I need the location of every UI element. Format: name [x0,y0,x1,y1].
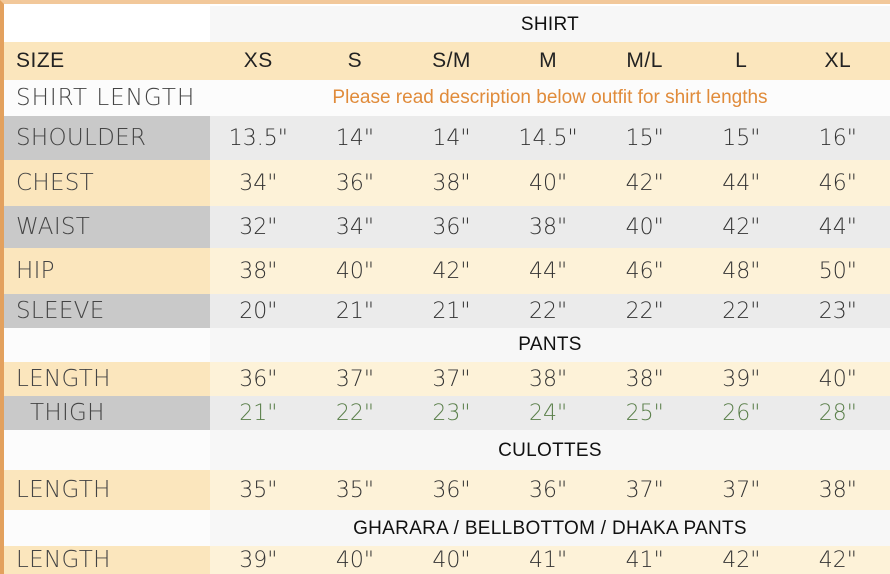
value-cell: 15" [722,125,761,151]
value-cell: 34" [239,170,278,196]
table-row [4,294,890,328]
value-cell: 38" [239,258,278,284]
size-header-xl: XL [824,49,852,72]
size-header-sm: S/M [432,49,471,72]
value-cell: 38" [529,214,568,240]
table-row [4,546,890,574]
value-cell: 14" [335,125,374,151]
value-cell: 13.5" [228,125,288,151]
table-row [4,160,890,206]
table-row [4,362,890,396]
value-cell: 23" [818,298,857,324]
value-cell: 36" [335,170,374,196]
size-header-s: S [347,49,363,72]
size-header-ml: M/L [626,49,663,72]
value-cell: 37" [625,477,664,503]
table-row [4,470,890,510]
table-row [4,248,890,294]
value-cell: 38" [625,366,664,392]
value-cell: 38" [818,477,857,503]
value-cell: 36" [529,477,568,503]
value-cell: 38" [529,366,568,392]
value-cell: 32" [239,214,278,240]
value-cell: 41" [625,547,664,573]
value-cell: 40" [625,214,664,240]
value-cell: 23" [432,400,471,426]
table-row [4,396,890,430]
table-row [4,116,890,160]
value-cell: 41" [529,547,568,573]
row-label-shoulder: SHOULDER [4,116,210,160]
value-cell: 50" [818,258,857,284]
value-cell: 40" [818,366,857,392]
value-cell: 42" [818,547,857,573]
value-cell: 15" [625,125,664,151]
value-cell: 42" [722,214,761,240]
value-cell: 40" [529,170,568,196]
row-label-waist: WAIST [4,206,210,248]
value-cell: 25" [625,400,664,426]
value-cell: 46" [625,258,664,284]
row-label-chest: CHEST [4,160,210,206]
value-cell: 21" [432,298,471,324]
value-cell: 40" [432,547,471,573]
value-cell: 36" [432,214,471,240]
section-title-pants: PANTS [518,334,582,355]
value-cell: 14" [432,125,471,151]
value-cell: 42" [432,258,471,284]
value-cell: 44" [818,214,857,240]
value-cell: 24" [529,400,568,426]
value-cell: 40" [335,258,374,284]
section-title-gharara: GHARARA / BELLBOTTOM / DHAKA PANTS [353,518,747,539]
value-cell: 20" [239,298,278,324]
value-cell: 48" [722,258,761,284]
value-cell: 22" [335,400,374,426]
value-cell: 21" [335,298,374,324]
value-cell: 44" [722,170,761,196]
value-cell: 37" [432,366,471,392]
size-header-l: L [735,49,748,72]
value-cell: 35" [335,477,374,503]
row-label-gharara-length: LENGTH [4,546,210,574]
value-cell: 35" [239,477,278,503]
value-cell: 44" [529,258,568,284]
value-cell: 22" [722,298,761,324]
size-header-xs: XS [243,49,273,72]
row-label-hip: HIP [4,248,210,294]
shirt-length-label: SHIRT LENGTH [4,80,210,116]
shirt-length-note: Please read description below outfit for shirt lengths [332,87,768,108]
value-cell: 21" [239,400,278,426]
value-cell: 34" [335,214,374,240]
value-cell: 26" [722,400,761,426]
value-cell: 42" [722,547,761,573]
row-label-thigh: THIGH [4,396,210,430]
shirt-length-row [4,80,890,116]
value-cell: 38" [432,170,471,196]
size-header-row [4,42,890,80]
value-cell: 46" [818,170,857,196]
row-label-pants-length: LENGTH [4,362,210,396]
value-cell: 36" [432,477,471,503]
value-cell: 42" [625,170,664,196]
value-cell: 22" [625,298,664,324]
value-cell: 36" [239,366,278,392]
size-header-label: SIZE [16,49,65,72]
value-cell: 16" [818,125,857,151]
row-label-sleeve: SLEEVE [4,294,210,328]
value-cell: 37" [335,366,374,392]
value-cell: 39" [239,547,278,573]
section-title-culottes: CULOTTES [498,440,602,461]
table-row [4,206,890,248]
value-cell: 22" [529,298,568,324]
section-title-shirt: SHIRT [520,14,580,35]
size-header-m: M [539,49,558,72]
value-cell: 14.5" [518,125,578,151]
value-cell: 28" [818,400,857,426]
value-cell: 40" [335,547,374,573]
row-label-culottes-length: LENGTH [4,470,210,510]
value-cell: 37" [722,477,761,503]
value-cell: 39" [722,366,761,392]
